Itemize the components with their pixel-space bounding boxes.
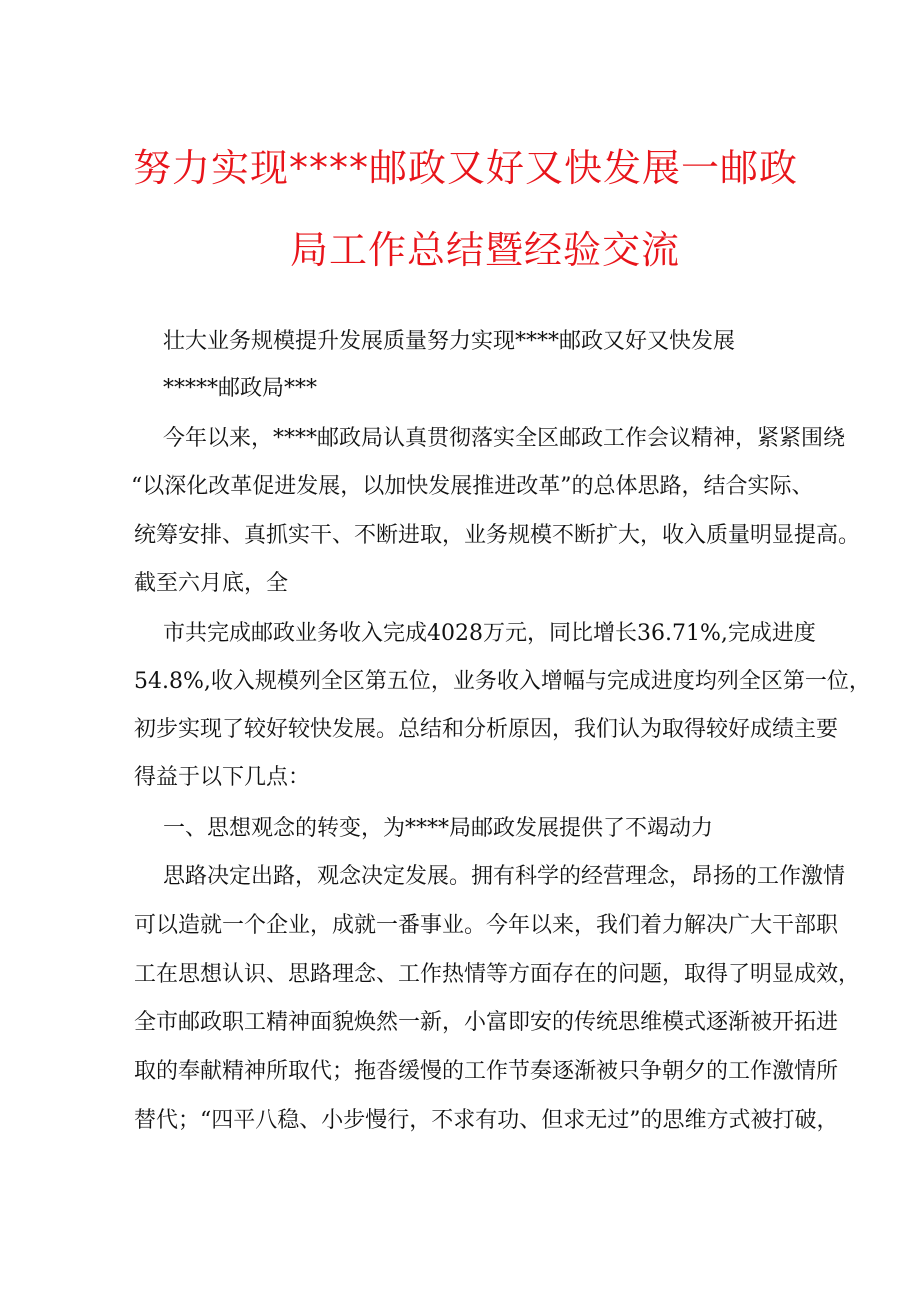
- paragraph-line: 可以造就一个企业，成就一番事业。今年以来，我们着力解决广大干部职: [134, 913, 839, 938]
- paragraph-line: 取的奉献精神所取代；拖沓缓慢的工作节奏逐渐被只争朝夕的工作激情所: [134, 1059, 839, 1084]
- paragraph-line: 截至六月底，全: [134, 571, 289, 596]
- paragraph-line: 替代；“四平八稳、小步慢行，不求有功、但求无过”的思维方式被打破，: [134, 1108, 839, 1133]
- paragraph-line: 54.8%,收入规模列全区第五位，业务收入增幅与完成进度均列全区第一位，: [134, 669, 871, 694]
- paragraph-line: 市共完成邮政业务收入完成4028万元，同比增长36.71%,完成进度: [163, 621, 816, 646]
- paragraph-line: “以深化改革促进发展，以加快发展推进改革”的总体思路，结合实际、: [131, 474, 814, 499]
- section-heading: 一、思想观念的转变，为****局邮政发展提供了不竭动力: [163, 816, 714, 841]
- paragraph-line: 全市邮政职工精神面貌焕然一新，小富即安的传统思维模式逐渐被开拓进: [134, 1010, 839, 1035]
- paragraph-line: 初步实现了较好较快发展。总结和分析原因，我们认为取得较好成绩主要: [134, 717, 839, 742]
- paragraph-line: 统筹安排、真抓实干、不断进取，业务规模不断扩大，收入质量明显提高。: [134, 523, 861, 548]
- author-line: *****邮政局***: [163, 376, 318, 401]
- document-title-line-2: 局工作总结暨经验交流: [290, 228, 681, 272]
- paragraph-line: 今年以来，****邮政局认真贯彻落实全区邮政工作会议精神，紧紧围绕: [163, 426, 846, 451]
- paragraph-line: 工在思想认识、思路理念、工作热情等方面存在的问题，取得了明显成效，: [134, 962, 861, 987]
- paragraph-line: 得益于以下几点：: [134, 765, 311, 790]
- subtitle-line: 壮大业务规模提升发展质量努力实现****邮政又好又快发展: [163, 329, 736, 354]
- paragraph-line: 思路决定出路，观念决定发展。拥有科学的经营理念，昂扬的工作激情: [163, 864, 846, 889]
- document-title-line-1: 努力实现****邮政又好又快发展一邮政: [133, 146, 799, 190]
